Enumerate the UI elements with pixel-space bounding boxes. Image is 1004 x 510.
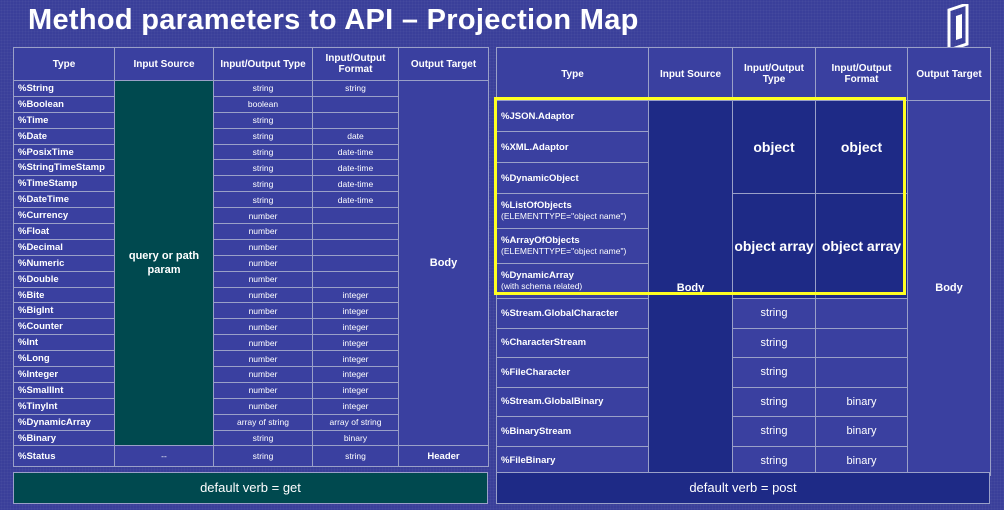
col-header-type: Type: [497, 48, 649, 101]
type-cell: %Double: [14, 271, 115, 287]
type-cell: %FileBinary: [497, 446, 649, 476]
io-format-cell: object array: [816, 194, 908, 299]
io-format-cell: string: [313, 446, 399, 467]
col-header-input-source: Input Source: [649, 48, 733, 101]
io-type-cell: string: [214, 81, 313, 97]
type-cell: %Long: [14, 351, 115, 367]
io-format-cell: date-time: [313, 176, 399, 192]
io-type-cell: string: [733, 417, 816, 447]
io-type-cell: object array: [733, 194, 816, 299]
io-format-cell: string: [313, 81, 399, 97]
io-format-cell: [313, 271, 399, 287]
type-cell: %Integer: [14, 367, 115, 383]
io-format-cell: binary: [816, 417, 908, 447]
type-cell: %FileCharacter: [497, 358, 649, 388]
type-cell: %Time: [14, 112, 115, 128]
output-target-cell: Header: [399, 446, 489, 467]
type-cell: %Stream.GlobalBinary: [497, 387, 649, 417]
io-type-cell: string: [733, 299, 816, 329]
type-cell: %Currency: [14, 208, 115, 224]
io-format-cell: integer: [313, 335, 399, 351]
default-verb-post-label: default verb = post: [496, 472, 990, 504]
type-note: (with schema related): [501, 281, 583, 291]
io-format-cell: [313, 224, 399, 240]
io-type-cell: number: [214, 239, 313, 255]
io-format-cell: date-time: [313, 160, 399, 176]
io-type-cell: string: [214, 128, 313, 144]
io-format-cell: integer: [313, 367, 399, 383]
type-cell: %Binary: [14, 430, 115, 446]
type-cell: [497, 101, 649, 132]
io-format-cell: [816, 299, 908, 329]
type-cell: %Decimal: [14, 239, 115, 255]
io-type-cell: string: [733, 387, 816, 417]
io-type-cell: string: [214, 430, 313, 446]
get-projection-table: [13, 47, 489, 467]
type-cell: %Stream.GlobalCharacter: [497, 299, 649, 329]
col-header-io-format: Input/Output Format: [816, 48, 908, 101]
type-label: %DynamicArray: [501, 270, 574, 281]
io-type-cell: number: [214, 351, 313, 367]
type-cell: %TinyInt: [14, 398, 115, 414]
type-cell: %String: [14, 81, 115, 97]
io-type-cell: number: [214, 319, 313, 335]
io-format-cell: array of string: [313, 414, 399, 430]
io-type-cell: string: [214, 446, 313, 467]
type-cell: %PosixTime: [14, 144, 115, 160]
input-source-cell: query or path param: [115, 81, 214, 446]
io-format-cell: binary: [816, 387, 908, 417]
type-cell: %StringTimeStamp: [14, 160, 115, 176]
col-header-io-type: Input/Output Type: [733, 48, 816, 101]
output-target-cell: Body: [908, 101, 991, 476]
io-type-cell: string: [214, 112, 313, 128]
col-header-input-source: Input Source: [115, 48, 214, 81]
io-format-cell: date-time: [313, 144, 399, 160]
type-cell: %Counter: [14, 319, 115, 335]
type-cell: %Float: [14, 224, 115, 240]
io-format-cell: date-time: [313, 192, 399, 208]
io-format-cell: integer: [313, 303, 399, 319]
io-type-cell: number: [214, 367, 313, 383]
type-label: %ArrayOfObjects: [501, 235, 580, 246]
io-type-cell: string: [214, 192, 313, 208]
io-type-cell: number: [214, 398, 313, 414]
type-cell: %Bite: [14, 287, 115, 303]
col-header-io-type: Input/Output Type: [214, 48, 313, 81]
io-type-cell: number: [214, 208, 313, 224]
type-cell: %Numeric: [14, 255, 115, 271]
type-cell: %TimeStamp: [14, 176, 115, 192]
table-row-status: [14, 446, 489, 467]
input-source-cell: Body: [649, 101, 733, 476]
type-cell: %BigInt: [14, 303, 115, 319]
io-format-cell: integer: [313, 319, 399, 335]
io-type-cell: string: [214, 144, 313, 160]
type-cell: [497, 163, 649, 194]
io-type-cell: string: [733, 446, 816, 476]
io-type-cell: string: [733, 358, 816, 388]
type-label: %DynamicObject: [501, 172, 579, 184]
io-format-cell: date: [313, 128, 399, 144]
col-header-output-target: Output Target: [399, 48, 489, 81]
page-title: Method parameters to API – Projection Map: [28, 4, 639, 36]
io-format-cell: integer: [313, 287, 399, 303]
io-type-cell: boolean: [214, 96, 313, 112]
logo-icon: [947, 4, 971, 50]
type-cell: %Date: [14, 128, 115, 144]
type-label: %ListOfObjects: [501, 200, 572, 211]
io-type-cell: string: [214, 176, 313, 192]
type-cell: %BinaryStream: [497, 417, 649, 447]
type-cell: [497, 229, 649, 264]
type-cell: %DynamicArray: [14, 414, 115, 430]
io-type-cell: number: [214, 224, 313, 240]
type-cell: %Int: [14, 335, 115, 351]
type-note: (ELEMENTTYPE="object name"): [501, 211, 627, 221]
default-verb-get-label: default verb = get: [13, 472, 488, 504]
type-note: (ELEMENTTYPE="object name"): [501, 246, 627, 256]
io-type-cell: number: [214, 382, 313, 398]
type-cell: %SmallInt: [14, 382, 115, 398]
io-format-cell: object: [816, 101, 908, 194]
table-row: [14, 81, 489, 97]
type-cell: %DateTime: [14, 192, 115, 208]
io-format-cell: [313, 112, 399, 128]
post-projection-table: [496, 47, 991, 476]
io-type-cell: number: [214, 255, 313, 271]
io-type-cell: string: [214, 160, 313, 176]
io-format-cell: [313, 255, 399, 271]
io-type-cell: string: [733, 328, 816, 358]
type-cell: [497, 132, 649, 163]
output-target-cell: Body: [399, 81, 489, 446]
io-format-cell: [816, 358, 908, 388]
io-type-cell: number: [214, 303, 313, 319]
col-header-io-format: Input/Output Format: [313, 48, 399, 81]
io-type-cell: array of string: [214, 414, 313, 430]
io-format-cell: [313, 96, 399, 112]
type-cell: %Status: [14, 446, 115, 467]
type-label: %JSON.Adaptor: [501, 110, 575, 122]
type-cell: %Boolean: [14, 96, 115, 112]
col-header-type: Type: [14, 48, 115, 81]
io-format-cell: [816, 328, 908, 358]
io-format-cell: integer: [313, 351, 399, 367]
io-format-cell: binary: [313, 430, 399, 446]
io-type-cell: number: [214, 271, 313, 287]
io-format-cell: integer: [313, 382, 399, 398]
type-cell: [497, 194, 649, 229]
type-label: %XML.Adaptor: [501, 141, 569, 153]
io-type-cell: object: [733, 101, 816, 194]
io-format-cell: integer: [313, 398, 399, 414]
io-type-cell: number: [214, 287, 313, 303]
col-header-output-target: Output Target: [908, 48, 991, 101]
type-cell: %CharacterStream: [497, 328, 649, 358]
io-format-cell: [313, 208, 399, 224]
table-row: [497, 101, 991, 132]
type-cell: [497, 264, 649, 299]
io-type-cell: number: [214, 335, 313, 351]
input-source-cell: --: [115, 446, 214, 467]
io-format-cell: binary: [816, 446, 908, 476]
io-format-cell: [313, 239, 399, 255]
